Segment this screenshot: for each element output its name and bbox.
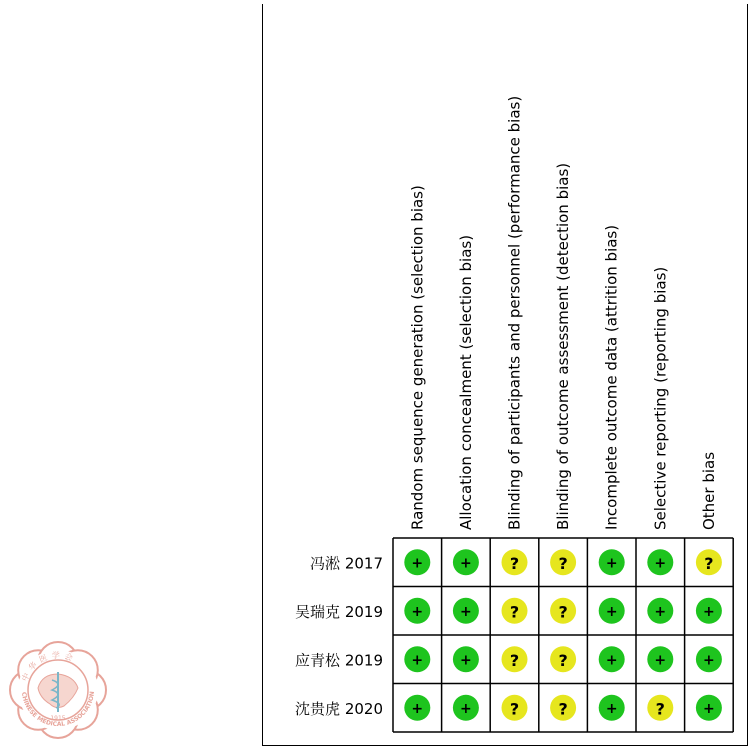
- risk-symbol: +: [460, 603, 472, 620]
- risk-symbol: +: [703, 652, 715, 669]
- domain-header: Blinding of outcome assessment (detection bias): [554, 162, 573, 530]
- risk-symbol: ?: [509, 553, 520, 573]
- domain-header: Other bias: [699, 451, 718, 530]
- risk-symbol: ?: [509, 699, 520, 719]
- risk-symbol: +: [703, 700, 715, 717]
- risk-symbol: ?: [704, 553, 714, 573]
- risk-symbol: +: [654, 652, 667, 669]
- risk-symbol: ?: [509, 602, 520, 622]
- study-label: 应青松 2019: [295, 651, 383, 670]
- risk-symbol: +: [654, 603, 667, 620]
- study-label: 吴瑞克 2019: [295, 602, 383, 621]
- risk-symbol: ?: [558, 699, 568, 719]
- risk-symbol: ?: [558, 553, 568, 573]
- risk-symbol: +: [460, 652, 472, 669]
- domain-header: Blinding of participants and personnel (performance bias): [505, 95, 524, 530]
- risk-symbol: +: [703, 603, 715, 620]
- domain-header: Selective reporting (reporting bias): [651, 266, 670, 530]
- domain-header: Random sequence generation (selection bias): [408, 185, 427, 530]
- risk-symbol: +: [460, 555, 472, 572]
- risk-symbol: +: [605, 555, 618, 572]
- study-label: 沈贵虎 2020: [295, 699, 383, 718]
- chinese-medical-association-logo: [8, 640, 108, 740]
- risk-symbol: +: [411, 555, 424, 572]
- study-label: 冯淞 2017: [310, 554, 383, 573]
- risk-symbol: +: [605, 603, 618, 620]
- risk-symbol: ?: [655, 699, 665, 719]
- risk-symbol: +: [411, 652, 424, 669]
- domain-header: Allocation concealment (selection bias): [456, 234, 475, 530]
- risk-symbol: +: [654, 555, 667, 572]
- risk-symbol: +: [460, 700, 472, 717]
- risk-symbol: ?: [509, 650, 520, 670]
- risk-symbol: +: [605, 652, 618, 669]
- logo-top-text: 中华医学会: [20, 650, 78, 683]
- logo-year: 1915: [50, 715, 66, 722]
- risk-symbol: +: [605, 700, 618, 717]
- risk-symbol: ?: [558, 602, 568, 622]
- domain-header: Incomplete outcome data (attrition bias): [602, 224, 621, 530]
- risk-symbol: +: [411, 700, 424, 717]
- logo-bottom-text: CHINESE MEDICAL ASSOCIATION: [20, 690, 97, 729]
- risk-symbol: ?: [558, 650, 568, 670]
- risk-symbol: +: [411, 603, 424, 620]
